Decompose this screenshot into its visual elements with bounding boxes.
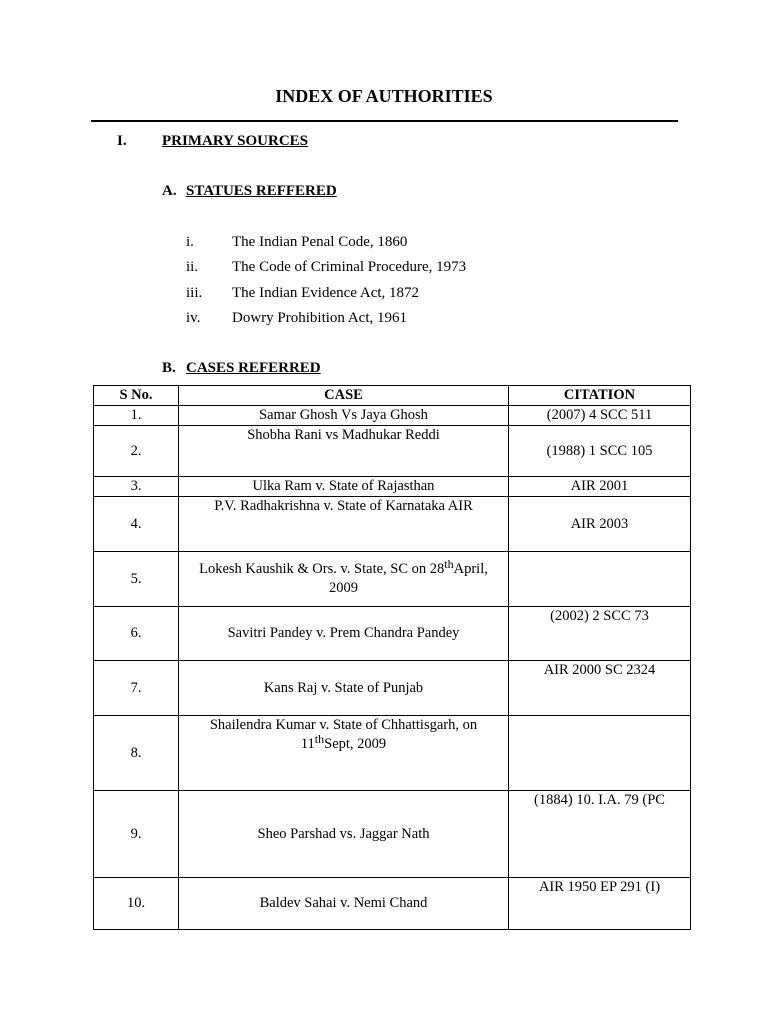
row-sno: 2. [94, 426, 179, 477]
row-case: Sheo Parshad vs. Jaggar Nath [179, 791, 509, 878]
row-citation: (2002) 2 SCC 73 [509, 607, 691, 661]
statute-number: ii. [186, 259, 199, 275]
row-case: P.V. Radhakrishna v. State of Karnataka AIR [179, 497, 509, 552]
table-row [94, 878, 691, 930]
row-sno: 7. [94, 661, 179, 716]
row-citation: AIR 1950 EP 291 (I) [509, 878, 691, 930]
table-row [94, 716, 691, 791]
row-case-text: Shailendra Kumar v. State of Chhattisgarh, on 11 [209, 717, 478, 752]
table-header-row [94, 386, 691, 406]
table-row [94, 477, 691, 497]
statute-number: i. [186, 234, 194, 250]
row-case-text: April, 2009 [329, 561, 488, 596]
row-case [179, 552, 509, 607]
statute-number: iv. [186, 310, 201, 326]
row-citation [509, 716, 691, 791]
header-case: CASE [179, 386, 509, 406]
row-citation: AIR 2000 SC 2324 [509, 661, 691, 716]
row-case-text: Sept, 2009 [324, 736, 387, 752]
row-case: Kans Raj v. State of Punjab [179, 661, 509, 716]
table-row [94, 791, 691, 878]
row-case-text: Lokesh Kaushik & Ors. v. State, SC on 28 [199, 561, 445, 577]
row-sno: 5. [94, 552, 179, 607]
row-sno: 8. [94, 716, 179, 791]
row-citation: (2007) 4 SCC 511 [509, 406, 691, 426]
header-citation: CITATION [509, 386, 691, 406]
row-sno: 6. [94, 607, 179, 661]
cases-table [93, 385, 691, 930]
row-citation [509, 552, 691, 607]
row-sno: 10. [94, 878, 179, 930]
statute-item: The Code of Criminal Procedure, 1973 [232, 259, 467, 275]
row-case-superscript: th [444, 557, 454, 571]
row-case [179, 716, 509, 791]
row-sno: 1. [94, 406, 179, 426]
table-row [94, 497, 691, 552]
section-number: I. [117, 133, 127, 149]
row-citation: AIR 2001 [509, 477, 691, 497]
table-row [94, 426, 691, 477]
row-case: Savitri Pandey v. Prem Chandra Pandey [179, 607, 509, 661]
row-case-superscript: th [314, 732, 325, 746]
statute-item: The Indian Evidence Act, 1872 [232, 285, 420, 301]
table-row [94, 552, 691, 607]
table-row [94, 406, 691, 426]
row-case: Samar Ghosh Vs Jaya Ghosh [179, 406, 509, 426]
statutes-letter: A. [162, 183, 177, 199]
row-sno: 4. [94, 497, 179, 552]
cases-letter: B. [162, 360, 176, 376]
statute-number: iii. [186, 285, 203, 301]
row-sno: 9. [94, 791, 179, 878]
statute-item: Dowry Prohibition Act, 1961 [232, 310, 407, 326]
statute-item: The Indian Penal Code, 1860 [232, 234, 408, 250]
row-citation: (1988) 1 SCC 105 [509, 426, 691, 477]
header-sno: S No. [94, 386, 179, 406]
table-row [94, 661, 691, 716]
statutes-title: STATUES REFFERED [186, 183, 337, 199]
row-citation: (1884) 10. I.A. 79 (PC [509, 791, 691, 878]
cases-title: CASES REFERRED [186, 360, 321, 376]
table-row [94, 607, 691, 661]
page-title: INDEX OF AUTHORITIES [275, 86, 493, 106]
title-divider [91, 120, 678, 122]
row-case: Ulka Ram v. State of Rajasthan [179, 477, 509, 497]
section-title: PRIMARY SOURCES [162, 133, 309, 149]
row-case: Baldev Sahai v. Nemi Chand [179, 878, 509, 930]
row-case: Shobha Rani vs Madhukar Reddi [179, 426, 509, 477]
row-sno: 3. [94, 477, 179, 497]
row-citation: AIR 2003 [509, 497, 691, 552]
